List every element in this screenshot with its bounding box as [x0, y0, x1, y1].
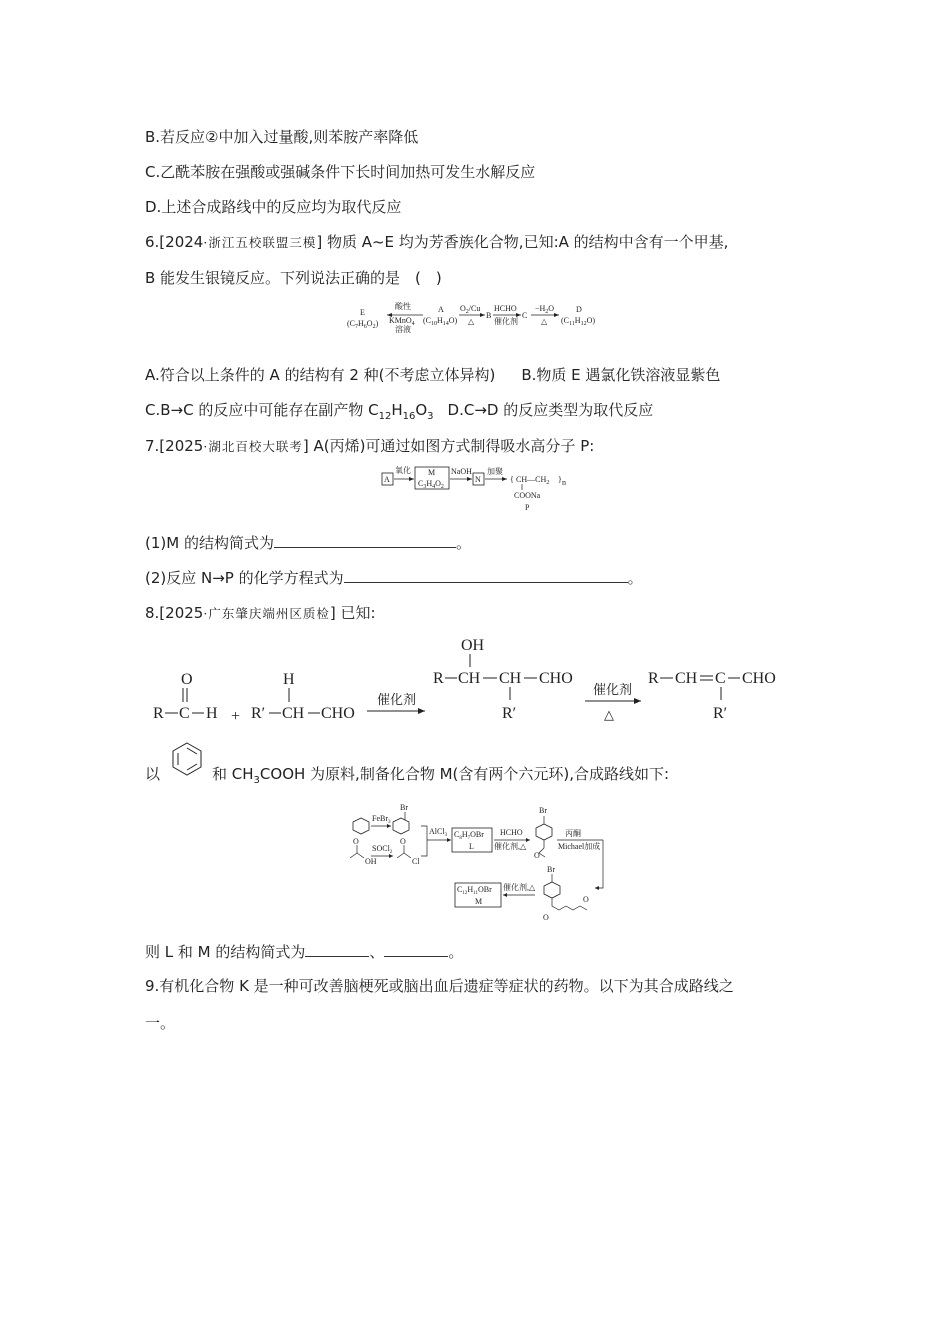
q7-answer-blank-1[interactable]: [274, 532, 456, 548]
svg-text:COONa: COONa: [514, 491, 541, 500]
svg-text:CHO: CHO: [321, 705, 355, 722]
svg-text:O: O: [543, 913, 549, 922]
svg-text:HCHO: HCHO: [494, 304, 517, 313]
svg-text:O: O: [353, 837, 359, 846]
svg-text:}: }: [558, 475, 562, 484]
svg-text:(C10H14O): $(C_{10}H_{14}O)$: [423, 316, 458, 327]
svg-text:R: R: [153, 705, 164, 722]
q8-answer-line: 则 L 和 M 的结构简式为 、 。: [145, 943, 464, 961]
q6-stem-line2: B 能发生银镜反应。下列说法正确的是 ( ): [145, 269, 442, 287]
svg-text:R′: R′: [713, 705, 728, 722]
svg-text:C3H4O2: $C_3H_4O_2$: [418, 479, 444, 490]
svg-text:OH: OH: [461, 637, 485, 654]
svg-text:−H2O: $-H_2O$: [535, 304, 555, 315]
svg-text:+: +: [231, 708, 241, 725]
q8-answer-blank-M[interactable]: [384, 941, 448, 957]
svg-text:△: △: [541, 317, 548, 326]
svg-text:R′: R′: [251, 705, 266, 722]
svg-text:Br: Br: [400, 803, 408, 812]
svg-text:(C7H6O2): $(C_7H_6O_2)$: [347, 319, 379, 330]
svg-text:E: E: [360, 308, 365, 317]
q7-reaction-scheme: [380, 462, 580, 514]
svg-text:C: C: [179, 705, 190, 722]
svg-text:Cl: Cl: [412, 857, 420, 866]
svg-text:丙酮: 丙酮: [565, 829, 581, 838]
q6-option-c: C.B→C 的反应中可能存在副产物 $C_{12}H_{16}O_3$: [145, 401, 434, 422]
svg-text:溶液: 溶液: [395, 325, 411, 334]
q6-option-d: D.C→D 的反应类型为取代反应: [447, 401, 654, 419]
q5-option-c: C.乙酰苯胺在强酸或强碱条件下长时间加热可发生水解反应: [145, 163, 536, 181]
svg-text:催化剂: 催化剂: [494, 317, 518, 326]
q6-option-b: B.物质 E 遇氯化铁溶液显紫色: [521, 366, 721, 384]
q7-part1: (1)M 的结构简式为 。: [145, 534, 471, 552]
svg-text:R′: R′: [502, 705, 517, 722]
q9-stem-line2: 一。: [145, 1014, 176, 1032]
q5-option-d: D.上述合成路线中的反应均为取代反应: [145, 198, 402, 216]
svg-text:O: O: [400, 837, 406, 846]
svg-text:CH: CH: [675, 670, 698, 687]
svg-text:酸性: 酸性: [395, 302, 411, 311]
svg-text:△: △: [468, 317, 475, 326]
q7-part2: (2)反应 N→P 的化学方程式为 。: [145, 569, 643, 587]
q8-known-reaction: [145, 630, 795, 725]
svg-text:P: P: [525, 503, 530, 512]
svg-text:C12H11OBr: $C_{12}H_{11}OBr$: [457, 885, 492, 896]
svg-text:n: n: [562, 478, 566, 487]
svg-text:氧化: 氧化: [395, 466, 411, 475]
svg-text:H: H: [283, 671, 295, 688]
svg-text:D: D: [576, 305, 582, 314]
svg-text:M: M: [428, 468, 436, 477]
svg-text:KMnO4: KMnO$_4$: [389, 316, 415, 327]
svg-text:O2/Cu: $O_2/Cu$: [460, 304, 481, 315]
svg-text:O: O: [534, 851, 540, 860]
svg-text:△: △: [604, 707, 614, 722]
svg-text:R: R: [648, 670, 659, 687]
svg-text:NaOH: NaOH: [451, 467, 472, 476]
svg-text:B: B: [486, 311, 492, 320]
svg-text:Br: Br: [539, 806, 547, 815]
svg-text:(C11H12O): $(C_{11}H_{12}O)$: [561, 316, 596, 327]
q6-option-a: A.符合以上条件的 A 的结构有 2 种(不考虑立体异构): [145, 366, 496, 384]
svg-text:CH: CH: [499, 670, 522, 687]
svg-text:N: N: [475, 475, 481, 484]
svg-text:A: A: [438, 305, 444, 314]
svg-text:SOCl2: SOCl$_2$: [372, 844, 393, 855]
svg-text:CH: CH: [282, 705, 305, 722]
svg-text:AlCl3: AlCl$_3$: [429, 827, 448, 838]
q8-answer-blank-L[interactable]: [305, 941, 369, 957]
svg-text:L: L: [469, 842, 474, 851]
svg-text:催化剂,△: 催化剂,△: [503, 883, 536, 892]
svg-text:CH: CH: [458, 670, 481, 687]
svg-text:O: O: [583, 895, 589, 904]
svg-text:FeBr3: FeBr$_3$: [372, 814, 391, 825]
svg-text:CHO: CHO: [539, 670, 573, 687]
q6-options-ab: [145, 365, 720, 385]
svg-text:C: C: [715, 670, 726, 687]
svg-text:催化剂,△: 催化剂,△: [494, 842, 527, 851]
svg-text:Br: Br: [547, 865, 555, 874]
q8-stem: 8.[2025·广东肇庆端州区质检] 已知:: [145, 604, 376, 622]
svg-text:OH: OH: [365, 857, 377, 866]
svg-text:A: A: [384, 475, 390, 484]
q7-stem: 7.[2025·湖北百校大联考] A(丙烯)可通过如图方式制得吸水高分子 P:: [145, 437, 595, 455]
q8-intro: 以 和 $CH_3COOH$ 为原料,制备化合物 M(含有两个六元环),合成路线如下:: [145, 765, 670, 786]
q7-answer-blank-2[interactable]: [344, 567, 628, 583]
svg-text:催化剂: 催化剂: [593, 682, 633, 697]
q6-options-cd: [145, 400, 653, 427]
svg-text:CH—CH2: $CH—CH_2$: [516, 475, 550, 486]
svg-text:Michael加成: Michael加成: [558, 842, 601, 851]
svg-text:R: R: [433, 670, 444, 687]
svg-text:{: {: [510, 475, 514, 484]
benzene-ring-icon: [170, 740, 204, 778]
svg-text:HCHO: HCHO: [500, 828, 523, 837]
q8-synthesis-route: [345, 798, 615, 926]
q6-stem-line1: 6.[2024·浙江五校联盟三模] 物质 A~E 均为芳香族化合物,已知:A 的结构中含有一个甲基,: [145, 233, 729, 251]
svg-text:CHO: CHO: [742, 670, 776, 687]
svg-text:M: M: [475, 897, 483, 906]
svg-text:催化剂: 催化剂: [377, 692, 417, 707]
q6-reaction-scheme: [345, 300, 605, 336]
svg-text:加聚: 加聚: [487, 467, 503, 476]
svg-text:O: O: [181, 671, 193, 688]
svg-text:C: C: [522, 311, 528, 320]
q5-option-b: B.若反应②中加入过量酸,则苯胺产率降低: [145, 128, 419, 146]
svg-text:C8H7OBr: $C_8H_7OBr$: [454, 830, 484, 841]
q9-stem-line1: 9.有机化合物 K 是一种可改善脑梗死或脑出血后遗症等症状的药物。以下为其合成路线之: [145, 977, 734, 995]
svg-text:H: H: [206, 705, 218, 722]
